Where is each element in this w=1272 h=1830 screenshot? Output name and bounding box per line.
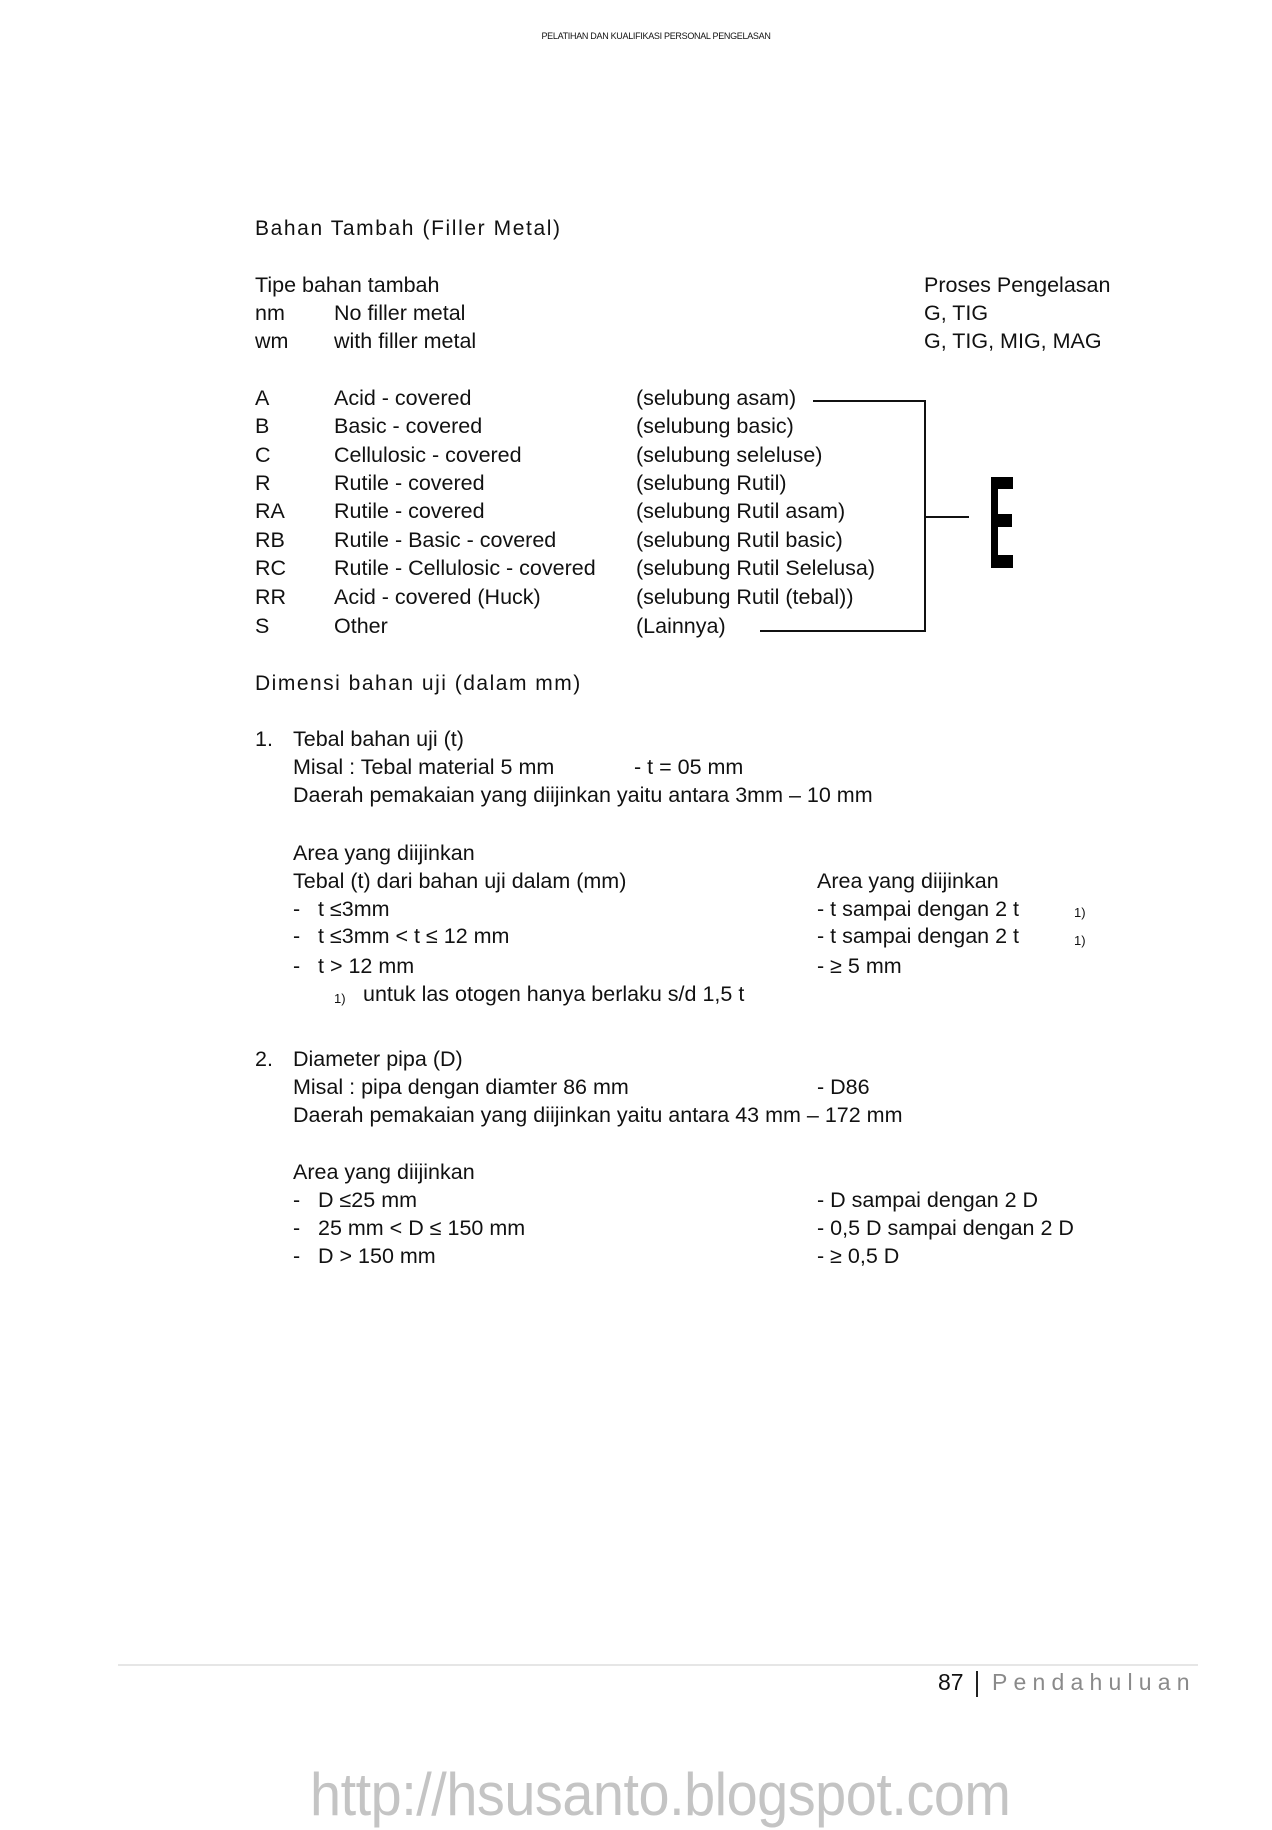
coating-code: RA: [255, 499, 285, 523]
coating-code: RR: [255, 585, 287, 609]
footer-divider: [118, 1664, 1198, 1666]
coating-note: (Lainnya): [636, 614, 726, 638]
footnote-mark: 1): [334, 991, 346, 1006]
page-number: 87: [938, 1669, 964, 1695]
row-dash: -: [293, 1216, 301, 1240]
coating-note: (selubung Rutil asam): [636, 499, 846, 523]
row-dash: -: [293, 1244, 301, 1268]
row-condition: D ≤25 mm: [318, 1188, 418, 1212]
row-range: - t sampai dengan 2 t: [817, 924, 1019, 948]
process-header: Proses Pengelasan: [924, 273, 1111, 297]
row-range: - 0,5 D sampai dengan 2 D: [817, 1216, 1074, 1240]
row-footnote-ref: 1): [1074, 905, 1086, 920]
type-code: wm: [255, 329, 289, 353]
coating-note: (selubung Rutil Selelusa): [636, 556, 876, 580]
item-number-2: 2.: [255, 1047, 273, 1071]
electrode-symbol-e: [991, 477, 1013, 568]
row-condition: 25 mm < D ≤ 150 mm: [318, 1216, 526, 1240]
footer-separator: [976, 1671, 978, 1697]
diameter-example: Misal : pipa dengan diamter 86 mm: [293, 1075, 629, 1099]
bracket-bottom-line: [760, 630, 926, 632]
footnote-text: untuk las otogen hanya berlaku s/d 1,5 t: [363, 982, 745, 1006]
type-code: nm: [255, 301, 285, 325]
diameter-range: Daerah pemakaian yang diijinkan yaitu antara 43 mm – 172 mm: [293, 1103, 903, 1127]
row-condition: t ≤3mm: [318, 897, 390, 921]
coating-label: Rutile - Cellulosic - covered: [334, 556, 596, 580]
coating-code: RB: [255, 528, 285, 552]
coating-code: A: [255, 386, 270, 410]
row-condition: D > 150 mm: [318, 1244, 436, 1268]
row-dash: -: [293, 1188, 301, 1212]
coating-code: R: [255, 471, 271, 495]
row-dash: -: [293, 954, 301, 978]
thickness-title: Tebal bahan uji (t): [293, 727, 464, 751]
coating-note: (selubung basic): [636, 414, 794, 438]
coating-label: Rutile - covered: [334, 499, 485, 523]
section-title-dimensions: Dimensi bahan uji (dalam mm): [255, 672, 582, 695]
chapter-title: Pendahuluan: [992, 1669, 1196, 1695]
row-footnote-ref: 1): [1074, 933, 1086, 948]
diameter-title: Diameter pipa (D): [293, 1047, 463, 1071]
diameter-area-title: Area yang diijinkan: [293, 1160, 475, 1184]
coating-note: (selubung seleluse): [636, 443, 823, 467]
row-condition: t ≤3mm < t ≤ 12 mm: [318, 924, 510, 948]
thickness-range: Daerah pemakaian yang diijinkan yaitu antara 3mm – 10 mm: [293, 783, 873, 807]
coating-label: Acid - covered (Huck): [334, 585, 541, 609]
coating-label: Acid - covered: [334, 386, 472, 410]
row-range: - t sampai dengan 2 t: [817, 897, 1019, 921]
electrode-symbol-label: [991, 477, 992, 478]
row-range: - D sampai dengan 2 D: [817, 1188, 1039, 1212]
thickness-col-left-header: Tebal (t) dari bahan uji dalam (mm): [293, 869, 627, 893]
row-range: - ≥ 5 mm: [817, 954, 902, 978]
coating-code: S: [255, 614, 270, 638]
coating-label: Rutile - Basic - covered: [334, 528, 557, 552]
coating-note: (selubung Rutil basic): [636, 528, 843, 552]
type-process: G, TIG: [924, 301, 989, 325]
coating-label: Basic - covered: [334, 414, 483, 438]
coating-code: RC: [255, 556, 287, 580]
coating-label: Cellulosic - covered: [334, 443, 522, 467]
running-header: PELATIHAN DAN KUALIFIKASI PERSONAL PENGELASAN: [541, 31, 771, 41]
coating-code: B: [255, 414, 270, 438]
item-number-1: 1.: [255, 727, 273, 751]
row-dash: -: [293, 924, 301, 948]
coating-label: Other: [334, 614, 388, 638]
bracket-top-line: [813, 400, 926, 402]
bracket-connector-line: [924, 516, 969, 518]
section-title-filler: Bahan Tambah (Filler Metal): [255, 217, 562, 240]
type-process: G, TIG, MIG, MAG: [924, 329, 1102, 353]
coating-note: (selubung asam): [636, 386, 797, 410]
row-condition: t > 12 mm: [318, 954, 415, 978]
row-dash: -: [293, 897, 301, 921]
type-label: No filler metal: [334, 301, 466, 325]
thickness-col-right-header: Area yang diijinkan: [817, 869, 999, 893]
type-label: with filler metal: [334, 329, 477, 353]
row-range: - ≥ 0,5 D: [817, 1244, 900, 1268]
coating-note: (selubung Rutil): [636, 471, 787, 495]
coating-label: Rutile - covered: [334, 471, 485, 495]
type-header: Tipe bahan tambah: [255, 273, 440, 297]
coating-code: C: [255, 443, 271, 467]
watermark-url: http://hsusanto.blogspot.com: [310, 1761, 1011, 1828]
coating-note: (selubung Rutil (tebal)): [636, 585, 854, 609]
thickness-example-code: - t = 05 mm: [634, 755, 744, 779]
thickness-example: Misal : Tebal material 5 mm: [293, 755, 555, 779]
thickness-area-title: Area yang diijinkan: [293, 841, 475, 865]
diameter-example-code: - D86: [817, 1075, 870, 1099]
